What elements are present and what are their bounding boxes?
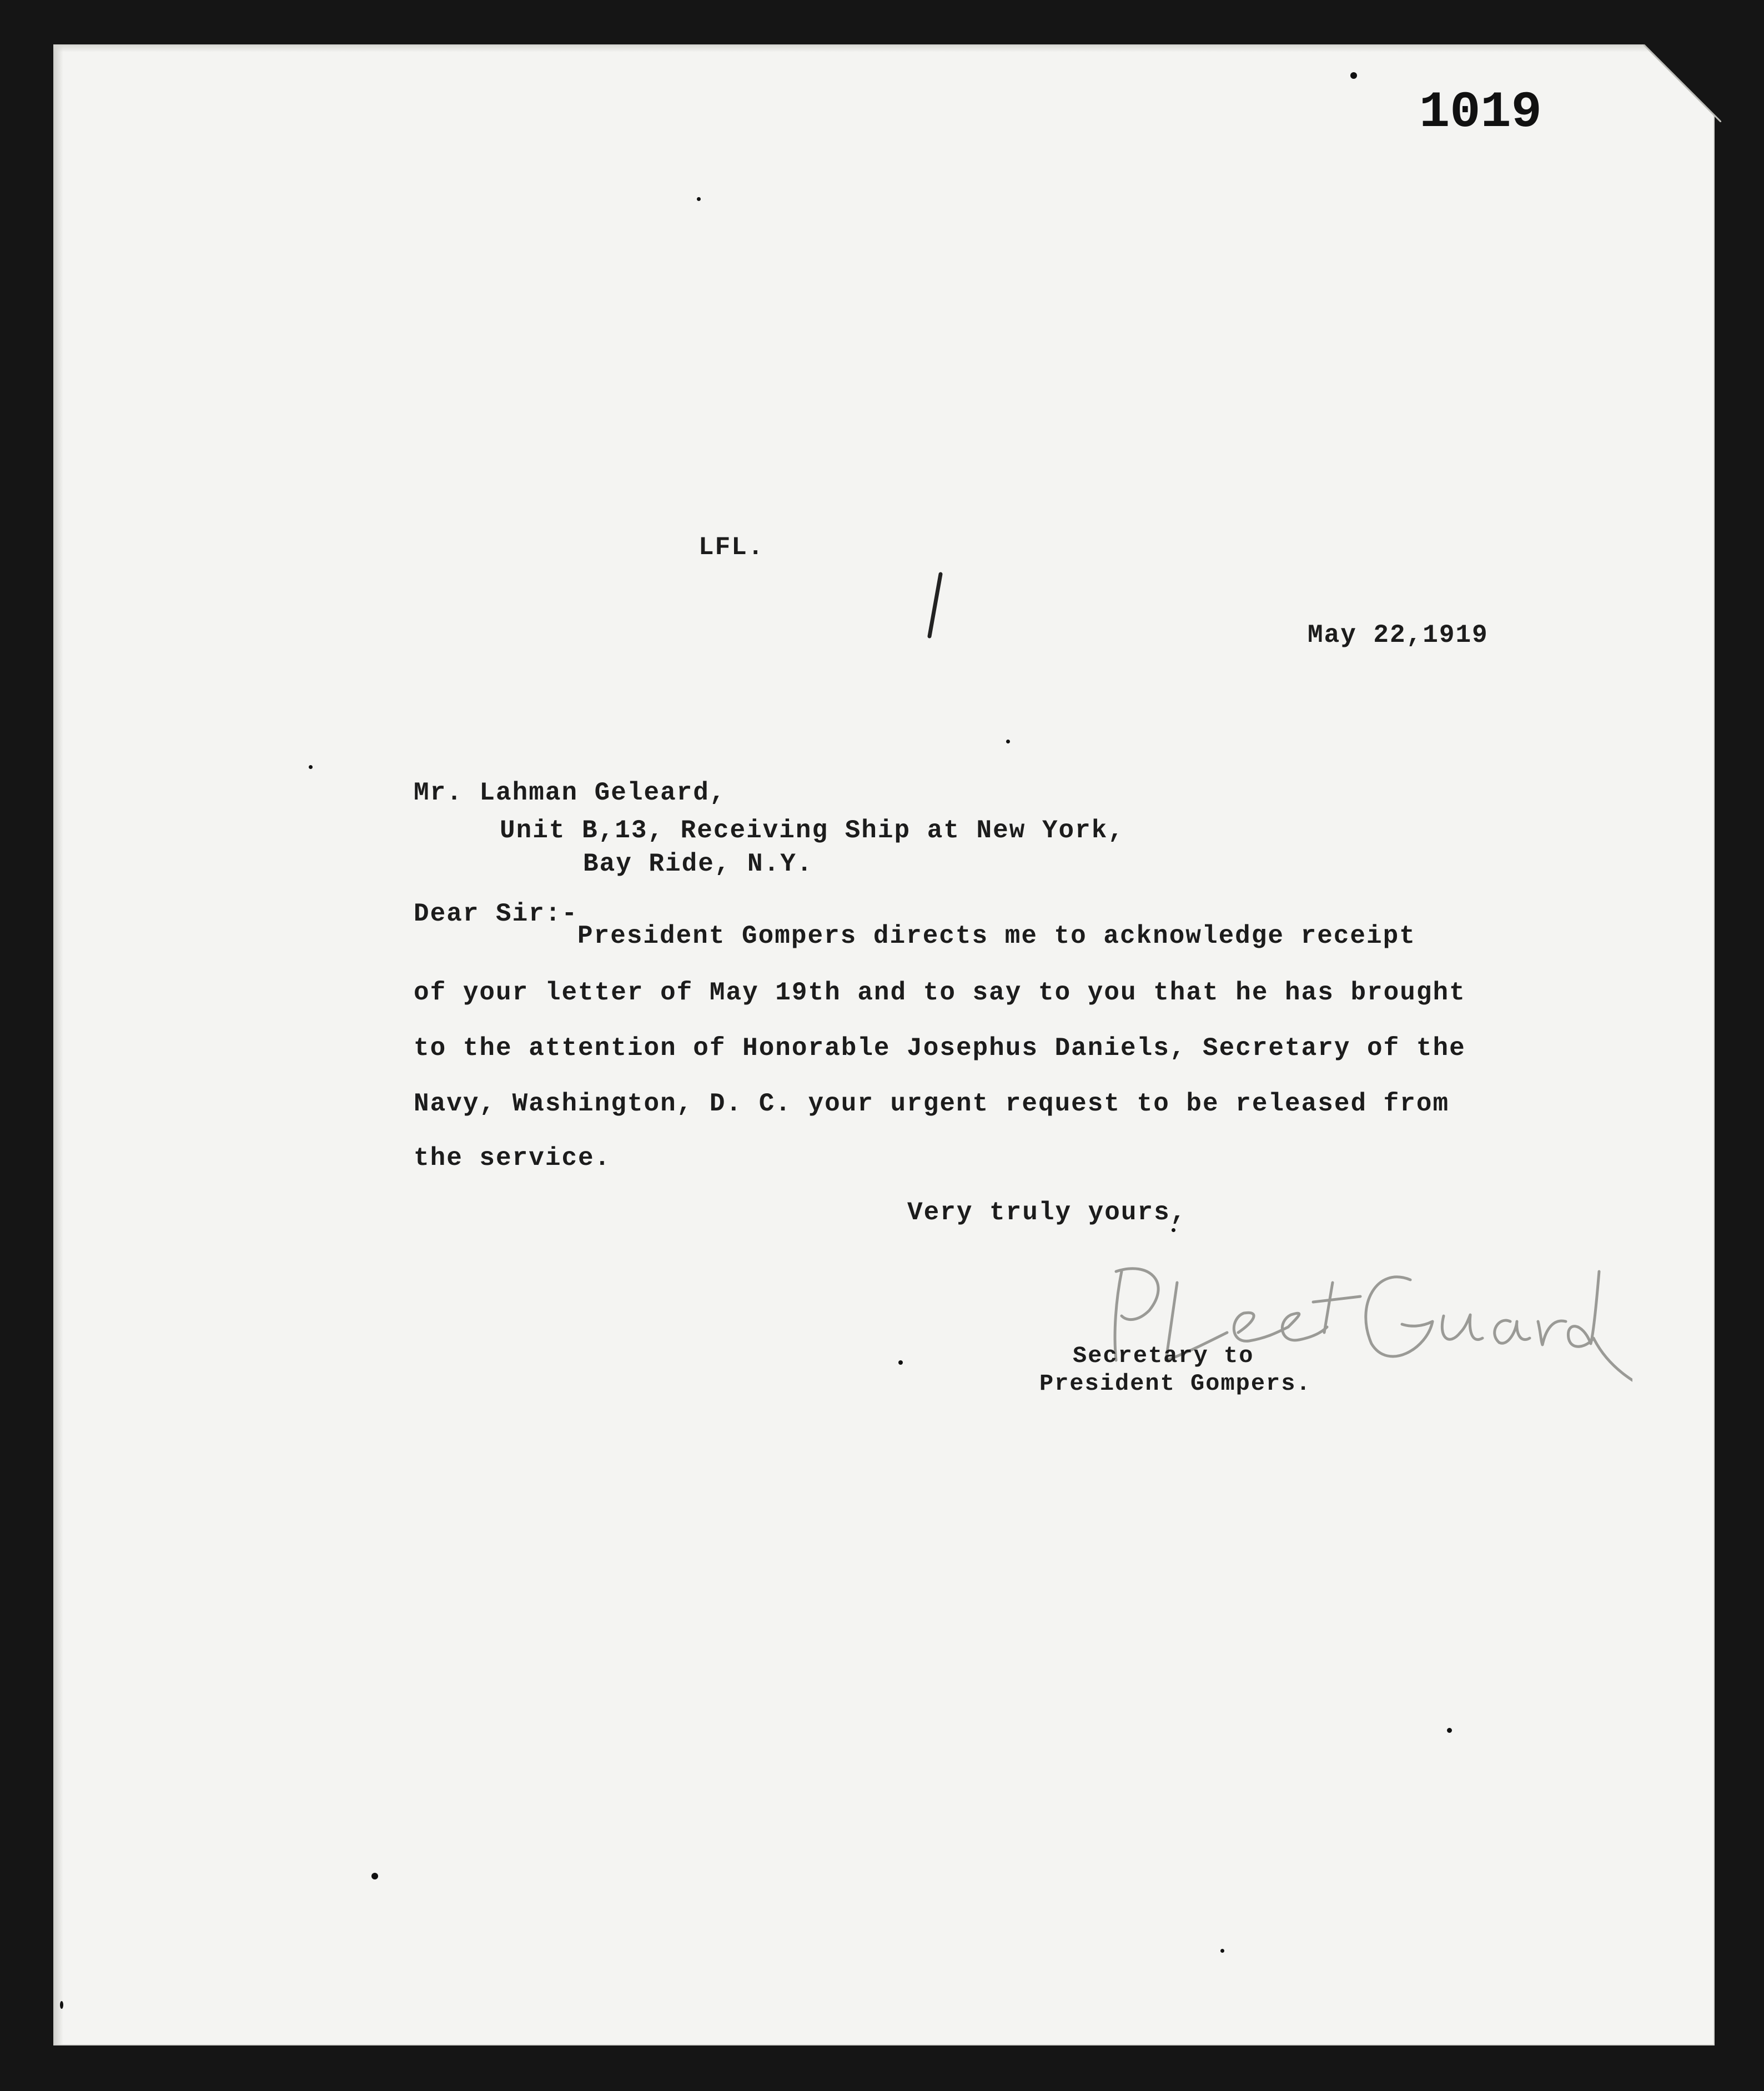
speck [1220,1949,1224,1953]
salutation: Dear Sir:- [414,899,579,928]
body-line-3: to the attention of Honorable Josephus Daniels, Secretary of the [414,1034,1466,1063]
speck [60,2001,63,2009]
speck [898,1360,903,1365]
paper-top-edge [53,44,1715,52]
speck [1447,1728,1452,1733]
typist-initials: LFL. [698,533,765,562]
recipient-address-line2: Bay Ride, N.Y. [583,850,813,878]
body-line-5: the service. [414,1144,611,1173]
speck [309,765,313,769]
signer-title-line1: Secretary to [1073,1343,1254,1369]
body-line-1: President Gompers directs me to acknowledge receipt [577,922,1416,951]
paper-left-edge [53,44,63,2045]
speck [697,197,701,201]
page-number: 1019 [1419,83,1542,142]
body-line-2: of your letter of May 19th and to say to you that he has brought [414,978,1466,1007]
speck [1172,1228,1175,1232]
speck [1350,72,1357,79]
signer-title-line2: President Gompers. [1039,1370,1311,1397]
speck [371,1873,378,1879]
speck [1006,740,1010,743]
letter-date: May 22,1919 [1308,621,1489,650]
recipient-address-line1: Unit B,13, Receiving Ship at New York, [500,816,1124,845]
body-line-4: Navy, Washington, D. C. your urgent request to be released from [414,1089,1450,1118]
paper-corner-fold [1644,44,1721,122]
closing: Very truly yours, [907,1198,1187,1227]
recipient-name: Mr. Lahman Geleard, [414,778,726,807]
pencil-tick-mark [924,572,946,639]
